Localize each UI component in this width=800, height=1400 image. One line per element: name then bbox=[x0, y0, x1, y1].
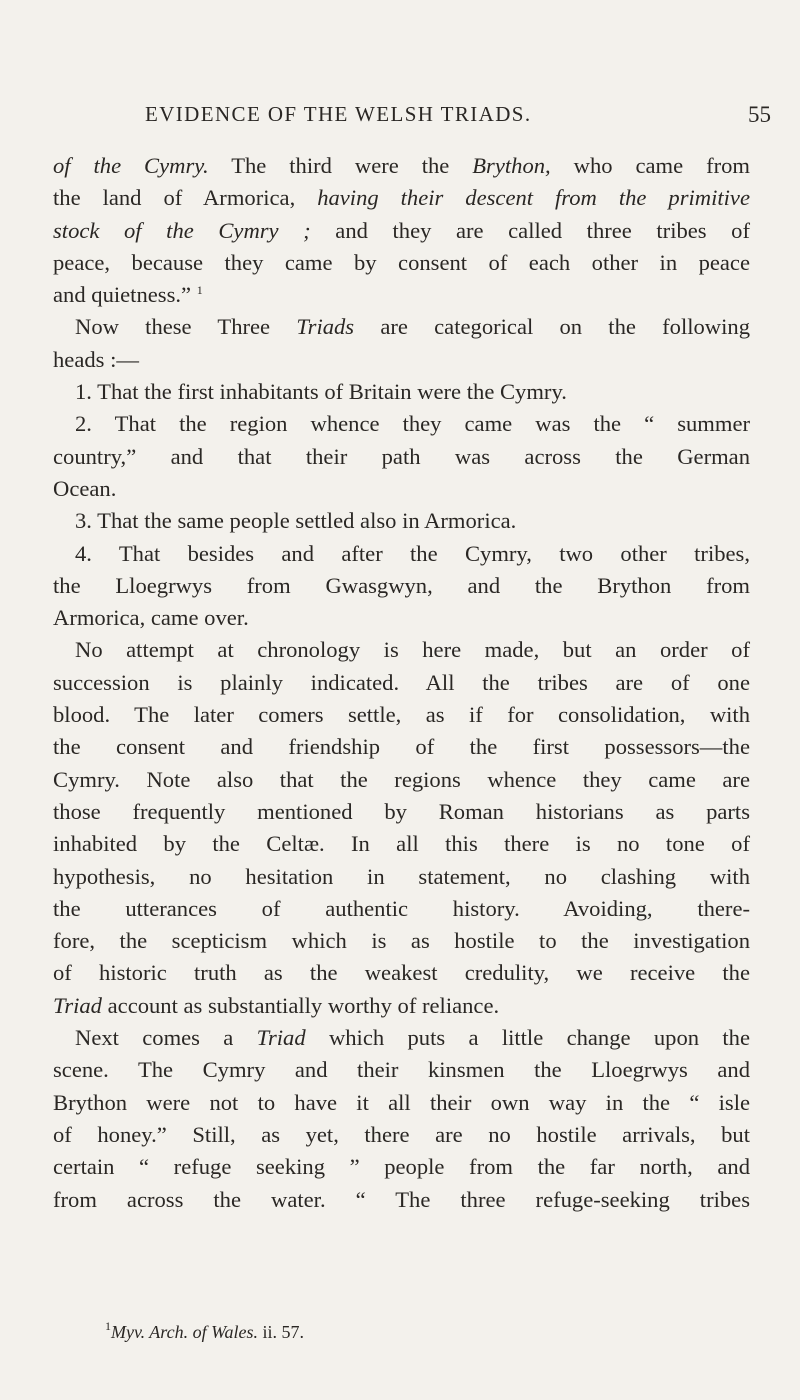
text-run: inhabited by the Celtæ. In all this there is no tone of bbox=[53, 831, 750, 857]
text-line bbox=[53, 1184, 750, 1216]
text-line bbox=[53, 667, 750, 699]
text-run: which puts a little change upon the bbox=[305, 1025, 750, 1051]
page-number: 55 bbox=[748, 102, 771, 127]
text-run: are categorical on the following bbox=[354, 314, 750, 340]
italic-text: Brython, bbox=[472, 153, 551, 178]
text-run: Next comes a bbox=[75, 1025, 257, 1051]
text-run: the land of Armorica, bbox=[53, 185, 318, 211]
text-line bbox=[53, 441, 750, 473]
italic-text: Triad bbox=[53, 992, 102, 1018]
text-line bbox=[53, 828, 750, 860]
text-line bbox=[53, 408, 750, 440]
text-run: from across the water. “ The three refuge-seeking tribes bbox=[53, 1186, 750, 1212]
text-run: the utterances of authentic history. Avoiding, there- bbox=[53, 895, 750, 921]
text-line bbox=[53, 990, 750, 1022]
text-run: the consent and friendship of the first possessors—the bbox=[53, 734, 750, 760]
text-run: Cymry. Note also that the regions whence they came are bbox=[53, 766, 750, 792]
text-line bbox=[53, 182, 750, 214]
text-line bbox=[53, 1087, 750, 1119]
text-line bbox=[53, 957, 750, 989]
text-line bbox=[53, 861, 750, 893]
text-run: who came from bbox=[550, 153, 750, 178]
footnote-marker: 1 bbox=[105, 1319, 111, 1333]
footnote-reference: ii. 57. bbox=[257, 1322, 304, 1342]
text-line bbox=[53, 247, 750, 279]
text-run: certain “ refuge seeking ” people from the far north, and bbox=[53, 1154, 750, 1180]
text-line bbox=[53, 1054, 750, 1086]
text-line bbox=[53, 473, 750, 505]
text-line bbox=[53, 279, 750, 311]
text-run: heads :— bbox=[53, 346, 139, 372]
text-line bbox=[53, 893, 750, 925]
page-header bbox=[0, 98, 800, 138]
running-head: EVIDENCE OF THE WELSH TRIADS. bbox=[145, 102, 532, 126]
text-run: the Lloegrwys from Gwasgwyn, and the Brython from bbox=[53, 572, 750, 598]
text-run: Brython were not to have it all their own way in the “ isle bbox=[53, 1089, 750, 1115]
italic-text: Triad bbox=[256, 1025, 306, 1051]
text-run: peace, because they came by consent of each other in peace bbox=[53, 249, 750, 275]
text-run: scene. The Cymry and their kinsmen the Lloegrwys and bbox=[53, 1057, 750, 1083]
text-line bbox=[53, 376, 750, 408]
text-line bbox=[53, 1119, 750, 1151]
italic-text: having their descent from the primitive bbox=[317, 185, 750, 211]
text-line bbox=[53, 634, 750, 666]
text-line bbox=[53, 796, 750, 828]
text-run: account as substantially worthy of reliance. bbox=[101, 992, 500, 1018]
text-run: 1. That the first inhabitants of Britain were the Cymry. bbox=[75, 379, 567, 405]
text-run: succession is plainly indicated. All the tribes are of one bbox=[53, 669, 750, 695]
text-run: 2. That the region whence they came was the “ summer bbox=[75, 411, 750, 437]
text-run: The third were the bbox=[208, 153, 473, 178]
text-line bbox=[53, 311, 750, 343]
text-run: and quietness.” bbox=[53, 282, 197, 308]
italic-text: Triads bbox=[296, 314, 355, 340]
text-run: No attempt at chronology is here made, but an order of bbox=[75, 637, 750, 663]
text-line bbox=[53, 1151, 750, 1183]
text-run: 4. That besides and after the Cymry, two other tribes, bbox=[75, 540, 750, 566]
text-line bbox=[53, 538, 750, 570]
text-run: those frequently mentioned by Roman historians as parts bbox=[53, 798, 750, 824]
italic-text: of the Cymry. bbox=[53, 153, 209, 178]
text-line bbox=[53, 344, 750, 376]
text-line bbox=[53, 570, 750, 602]
text-line bbox=[53, 1022, 750, 1054]
text-run: of honey.” Still, as yet, there are no hostile arrivals, but bbox=[53, 1121, 750, 1147]
text-line bbox=[53, 731, 750, 763]
text-run: fore, the scepticism which is as hostile to the investigation bbox=[53, 928, 750, 954]
text-run: and they are called three tribes of bbox=[310, 217, 751, 243]
text-run: of historic truth as the weakest credulity, we receive the bbox=[53, 960, 750, 986]
text-line bbox=[53, 925, 750, 957]
text-line bbox=[53, 699, 750, 731]
text-line bbox=[53, 602, 750, 634]
text-line bbox=[53, 215, 750, 247]
footnote-ref-marker: 1 bbox=[196, 283, 203, 298]
text-line bbox=[53, 150, 750, 182]
text-run: hypothesis, no hesitation in statement, no clashing with bbox=[53, 863, 750, 889]
text-run: Ocean. bbox=[53, 475, 117, 501]
text-run: country,” and that their path was across the German bbox=[53, 443, 750, 469]
text-run: Now these Three bbox=[75, 314, 297, 340]
body-text bbox=[53, 150, 750, 1216]
footnote-source: Myv. Arch. of Wales. bbox=[111, 1322, 258, 1342]
text-line bbox=[53, 764, 750, 796]
text-line bbox=[53, 505, 750, 537]
italic-text: stock of the Cymry ; bbox=[53, 217, 311, 243]
text-run: blood. The later comers settle, as if for consolidation, with bbox=[53, 702, 750, 728]
footnote bbox=[105, 1319, 304, 1343]
text-run: 3. That the same people settled also in Armorica. bbox=[75, 508, 517, 534]
text-run: Armorica, came over. bbox=[53, 605, 249, 631]
